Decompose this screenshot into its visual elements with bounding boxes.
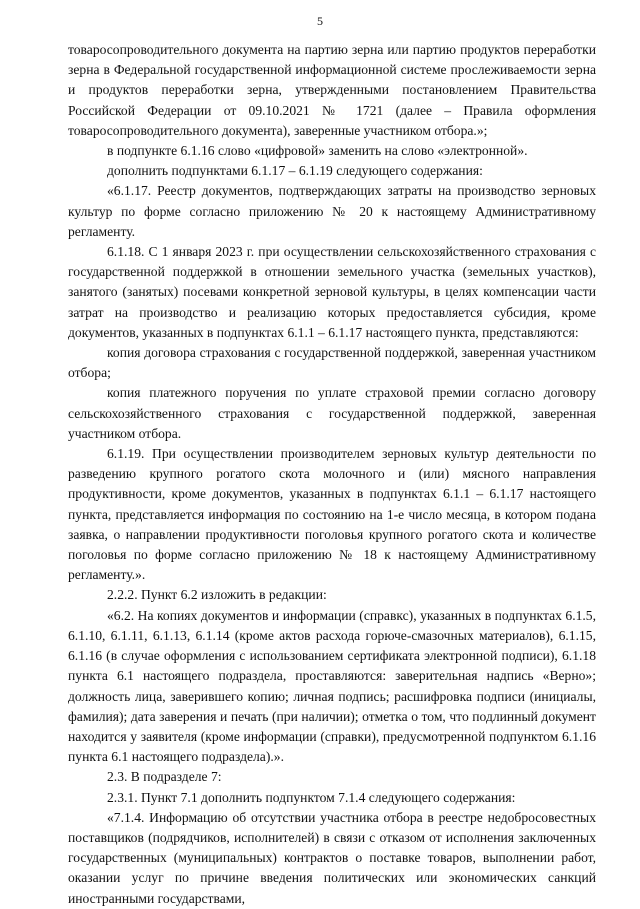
paragraph-2-3-1: 2.3.1. Пункт 7.1 дополнить подпунктом 7.1.4 следующего содержания: xyxy=(107,789,516,805)
paragraph-2-2-2: 2.2.2. Пункт 6.2 изложить в редакции: xyxy=(107,587,327,603)
paragraph-continuation: товаросопроводительного документа на партию зерна или партию продуктов переработки зерна в Федеральной государственной информационной системе прослеживаемости зерна и продуктов переработки зерна, утвержденными постановлением Правительства Российской Федерации от 09.10.2021 № 1721 (далее – Правила оформления товаросопроводительного документа), заверенные участником отбора.»; xyxy=(68,42,596,138)
paragraph-6-1-17: «6.1.17. Реестр документов, подтверждающих затраты на производство зерновых культур по форме согласно приложению № 20 к настоящему Административному регламенту. xyxy=(68,183,596,239)
paragraph-2-3: 2.3. В подразделе 7: xyxy=(107,769,222,785)
paragraph-insurance-contract-copy: копия договора страхования с государственной поддержкой, заверенная участником отбора; xyxy=(68,345,596,381)
page-number: 5 xyxy=(317,14,323,28)
paragraph-7-1-4: «7.1.4. Информацию об отсутствии участника отбора в реестре недобросовестных поставщиков (подрядчиков, исполнителей) в связи с отказом от исполнения заключенных государственных (муниципальных) контрактов о поставке товаров, выполнении работ, оказании услуг по причине введения политических или экономических санкций иностранными государствами, xyxy=(68,809,596,906)
document-body xyxy=(68,40,596,909)
paragraph-6-1-19: 6.1.19. При осуществлении производителем зерновых культур деятельности по разведению крупного рогатого скота молочного и (или) мясного направления продуктивности, кроме документов, указанных в подпунктах 6.1.1 – 6.1.17 настоящего пункта, представляется информация по состоянию на 1-е число месяца, в котором подана заявка, о направлении продуктивности поголовья крупного рогатого скота и количестве поголовья по форме согласно приложению № 18 к настоящему Административному регламенту.». xyxy=(68,446,596,583)
paragraph-6-1-16-amendment: в подпункте 6.1.16 слово «цифровой» заменить на слово «электронной». xyxy=(107,143,528,159)
paragraph-6-1-18: 6.1.18. С 1 января 2023 г. при осуществлении сельскохозяйственного страхования с государственной поддержкой в отношении земельного участка (земельных участков), занятого (занятых) посевами конкретной зерновой культуры, в целях компенсации части затрат на производство и реализацию которых предоставляется субсидия, кроме документов, указанных в подпунктах 6.1.1 – 6.1.17 настоящего пункта, представляются: xyxy=(68,244,596,340)
paragraph-6-2: «6.2. На копиях документов и информации (справкс), указанных в подпунктах 6.1.5, 6.1.10, 6.1.11, 6.1.13, 6.1.14 (кроме актов расхода горюче-смазочных материалов), 6.1.15, 6.1.16 (в случае оформления с использованием сертификата электронной подписи), 6.1.18 пункта 6.1 настоящего подраздела, проставляются: заверительная надпись «Верно»; должность лица, заверившего копию; личная подпись; расшифровка подписи (инициалы, фамилия); дата заверения и печать (при наличии); отметка о том, что подлинный документ находится у заявителя (кроме информации (справки), предусмотренной подпунктом 6.1.16 пункта 6.1 настоящего подраздела).». xyxy=(68,607,596,765)
paragraph-add-subitems: дополнить подпунктами 6.1.17 – 6.1.19 следующего содержания: xyxy=(107,163,483,179)
paragraph-payment-order-copy: копия платежного поручения по уплате страховой премии согласно договору сельскохозяйственного страхования с государственной поддержкой, заверенная участником отбора. xyxy=(68,385,596,441)
